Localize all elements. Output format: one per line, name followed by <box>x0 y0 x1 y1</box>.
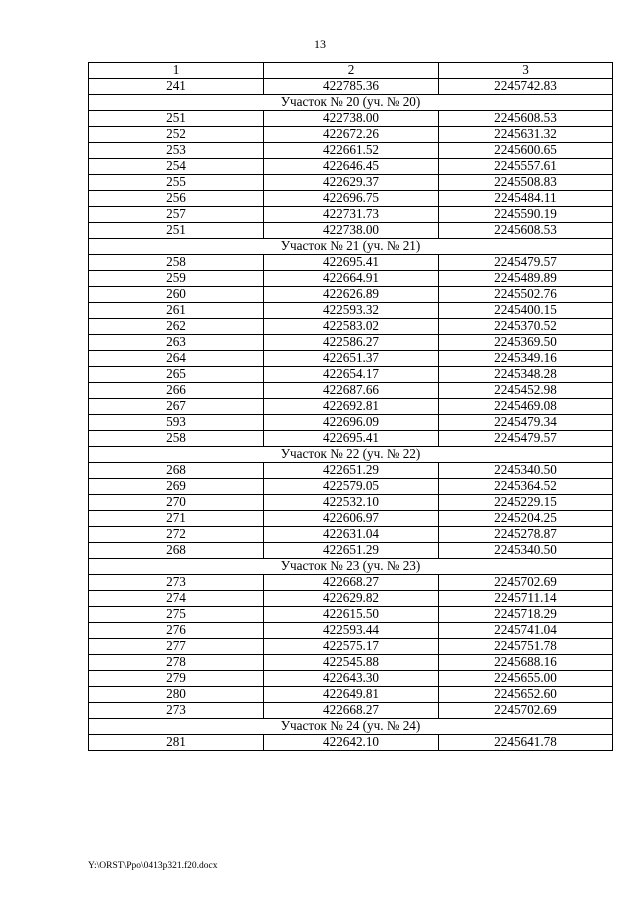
x-coordinate-cell: 422579.05 <box>264 479 439 495</box>
table-row <box>89 639 613 655</box>
point-number-cell: 273 <box>89 703 264 719</box>
point-number-cell: 253 <box>89 143 264 159</box>
table-row <box>89 575 613 591</box>
table-row <box>89 79 613 95</box>
section-header-row <box>89 719 613 735</box>
x-coordinate-cell: 422738.00 <box>264 223 439 239</box>
x-coordinate-cell: 422672.26 <box>264 127 439 143</box>
point-number-cell: 254 <box>89 159 264 175</box>
table-row <box>89 207 613 223</box>
table-row <box>89 591 613 607</box>
table-row <box>89 319 613 335</box>
table-row <box>89 431 613 447</box>
x-coordinate-cell: 422696.75 <box>264 191 439 207</box>
table-row <box>89 335 613 351</box>
header-cell-y: 3 <box>439 63 613 79</box>
y-coordinate-cell: 2245204.25 <box>439 511 613 527</box>
table-row <box>89 543 613 559</box>
table-row <box>89 111 613 127</box>
point-number-cell: 259 <box>89 271 264 287</box>
x-coordinate-cell: 422651.29 <box>264 543 439 559</box>
x-coordinate-cell: 422687.66 <box>264 383 439 399</box>
point-number-cell: 256 <box>89 191 264 207</box>
file-path-footer: Y:\ORST\Ppo\0413p321.f20.docx <box>88 861 218 871</box>
x-coordinate-cell: 422696.09 <box>264 415 439 431</box>
x-coordinate-cell: 422593.44 <box>264 623 439 639</box>
point-number-cell: 278 <box>89 655 264 671</box>
x-coordinate-cell: 422631.04 <box>264 527 439 543</box>
table-row <box>89 255 613 271</box>
table-row <box>89 655 613 671</box>
table-row <box>89 623 613 639</box>
x-coordinate-cell: 422695.41 <box>264 255 439 271</box>
table-row <box>89 223 613 239</box>
y-coordinate-cell: 2245508.83 <box>439 175 613 191</box>
y-coordinate-cell: 2245369.50 <box>439 335 613 351</box>
point-number-cell: 280 <box>89 687 264 703</box>
table-row <box>89 671 613 687</box>
x-coordinate-cell: 422615.50 <box>264 607 439 623</box>
x-coordinate-cell: 422626.89 <box>264 287 439 303</box>
table-row <box>89 271 613 287</box>
point-number-cell: 277 <box>89 639 264 655</box>
table-body <box>89 79 613 751</box>
point-number-cell: 257 <box>89 207 264 223</box>
point-number-cell: 258 <box>89 255 264 271</box>
table-row <box>89 143 613 159</box>
point-number-cell: 593 <box>89 415 264 431</box>
point-number-cell: 272 <box>89 527 264 543</box>
y-coordinate-cell: 2245452.98 <box>439 383 613 399</box>
point-number-cell: 251 <box>89 111 264 127</box>
point-number-cell: 261 <box>89 303 264 319</box>
point-number-cell: 260 <box>89 287 264 303</box>
y-coordinate-cell: 2245590.19 <box>439 207 613 223</box>
point-number-cell: 271 <box>89 511 264 527</box>
x-coordinate-cell: 422785.36 <box>264 79 439 95</box>
x-coordinate-cell: 422692.81 <box>264 399 439 415</box>
x-coordinate-cell: 422738.00 <box>264 111 439 127</box>
y-coordinate-cell: 2245278.87 <box>439 527 613 543</box>
table-row <box>89 383 613 399</box>
coordinates-table <box>88 62 613 751</box>
y-coordinate-cell: 2245349.16 <box>439 351 613 367</box>
y-coordinate-cell: 2245340.50 <box>439 463 613 479</box>
y-coordinate-cell: 2245370.52 <box>439 319 613 335</box>
x-coordinate-cell: 422532.10 <box>264 495 439 511</box>
y-coordinate-cell: 2245608.53 <box>439 111 613 127</box>
section-header-row <box>89 239 613 255</box>
point-number-cell: 252 <box>89 127 264 143</box>
point-number-cell: 281 <box>89 735 264 751</box>
table-row <box>89 479 613 495</box>
y-coordinate-cell: 2245479.57 <box>439 255 613 271</box>
y-coordinate-cell: 2245364.52 <box>439 479 613 495</box>
point-number-cell: 270 <box>89 495 264 511</box>
y-coordinate-cell: 2245742.83 <box>439 79 613 95</box>
point-number-cell: 264 <box>89 351 264 367</box>
point-number-cell: 267 <box>89 399 264 415</box>
table-row <box>89 687 613 703</box>
x-coordinate-cell: 422661.52 <box>264 143 439 159</box>
y-coordinate-cell: 2245502.76 <box>439 287 613 303</box>
table-row <box>89 735 613 751</box>
point-number-cell: 251 <box>89 223 264 239</box>
y-coordinate-cell: 2245741.04 <box>439 623 613 639</box>
x-coordinate-cell: 422651.29 <box>264 463 439 479</box>
x-coordinate-cell: 422695.41 <box>264 431 439 447</box>
point-number-cell: 263 <box>89 335 264 351</box>
table-row <box>89 607 613 623</box>
section-label: Участок № 21 (уч. № 21) <box>89 239 613 255</box>
point-number-cell: 279 <box>89 671 264 687</box>
y-coordinate-cell: 2245711.14 <box>439 591 613 607</box>
y-coordinate-cell: 2245688.16 <box>439 655 613 671</box>
x-coordinate-cell: 422586.27 <box>264 335 439 351</box>
y-coordinate-cell: 2245608.53 <box>439 223 613 239</box>
point-number-cell: 269 <box>89 479 264 495</box>
point-number-cell: 266 <box>89 383 264 399</box>
table-row <box>89 463 613 479</box>
table-row <box>89 303 613 319</box>
table-row <box>89 367 613 383</box>
table-row <box>89 175 613 191</box>
x-coordinate-cell: 422646.45 <box>264 159 439 175</box>
table-row <box>89 415 613 431</box>
section-label: Участок № 20 (уч. № 20) <box>89 95 613 111</box>
x-coordinate-cell: 422643.30 <box>264 671 439 687</box>
y-coordinate-cell: 2245348.28 <box>439 367 613 383</box>
y-coordinate-cell: 2245631.32 <box>439 127 613 143</box>
x-coordinate-cell: 422629.82 <box>264 591 439 607</box>
x-coordinate-cell: 422575.17 <box>264 639 439 655</box>
table-row <box>89 287 613 303</box>
point-number-cell: 275 <box>89 607 264 623</box>
section-label: Участок № 23 (уч. № 23) <box>89 559 613 575</box>
section-label: Участок № 22 (уч. № 22) <box>89 447 613 463</box>
x-coordinate-cell: 422545.88 <box>264 655 439 671</box>
y-coordinate-cell: 2245718.29 <box>439 607 613 623</box>
table-header-row <box>89 63 613 79</box>
y-coordinate-cell: 2245751.78 <box>439 639 613 655</box>
y-coordinate-cell: 2245479.34 <box>439 415 613 431</box>
table-row <box>89 495 613 511</box>
y-coordinate-cell: 2245557.61 <box>439 159 613 175</box>
x-coordinate-cell: 422664.91 <box>264 271 439 287</box>
y-coordinate-cell: 2245641.78 <box>439 735 613 751</box>
section-header-row <box>89 559 613 575</box>
x-coordinate-cell: 422606.97 <box>264 511 439 527</box>
point-number-cell: 258 <box>89 431 264 447</box>
y-coordinate-cell: 2245340.50 <box>439 543 613 559</box>
table-row <box>89 127 613 143</box>
point-number-cell: 276 <box>89 623 264 639</box>
x-coordinate-cell: 422668.27 <box>264 703 439 719</box>
section-header-row <box>89 95 613 111</box>
x-coordinate-cell: 422583.02 <box>264 319 439 335</box>
y-coordinate-cell: 2245400.15 <box>439 303 613 319</box>
y-coordinate-cell: 2245702.69 <box>439 703 613 719</box>
y-coordinate-cell: 2245469.08 <box>439 399 613 415</box>
section-label: Участок № 24 (уч. № 24) <box>89 719 613 735</box>
point-number-cell: 273 <box>89 575 264 591</box>
y-coordinate-cell: 2245652.60 <box>439 687 613 703</box>
y-coordinate-cell: 2245655.00 <box>439 671 613 687</box>
point-number-cell: 268 <box>89 463 264 479</box>
table-row <box>89 191 613 207</box>
point-number-cell: 241 <box>89 79 264 95</box>
x-coordinate-cell: 422649.81 <box>264 687 439 703</box>
table-row <box>89 351 613 367</box>
point-number-cell: 274 <box>89 591 264 607</box>
x-coordinate-cell: 422654.17 <box>264 367 439 383</box>
point-number-cell: 255 <box>89 175 264 191</box>
table-row <box>89 527 613 543</box>
y-coordinate-cell: 2245479.57 <box>439 431 613 447</box>
point-number-cell: 262 <box>89 319 264 335</box>
y-coordinate-cell: 2245600.65 <box>439 143 613 159</box>
section-header-row <box>89 447 613 463</box>
y-coordinate-cell: 2245229.15 <box>439 495 613 511</box>
x-coordinate-cell: 422642.10 <box>264 735 439 751</box>
point-number-cell: 268 <box>89 543 264 559</box>
x-coordinate-cell: 422651.37 <box>264 351 439 367</box>
table-row <box>89 511 613 527</box>
page-number: 13 <box>314 37 326 51</box>
y-coordinate-cell: 2245484.11 <box>439 191 613 207</box>
table-row <box>89 399 613 415</box>
header-cell-x: 2 <box>264 63 439 79</box>
table-row <box>89 703 613 719</box>
point-number-cell: 265 <box>89 367 264 383</box>
y-coordinate-cell: 2245489.89 <box>439 271 613 287</box>
x-coordinate-cell: 422593.32 <box>264 303 439 319</box>
y-coordinate-cell: 2245702.69 <box>439 575 613 591</box>
x-coordinate-cell: 422731.73 <box>264 207 439 223</box>
table-row <box>89 159 613 175</box>
x-coordinate-cell: 422668.27 <box>264 575 439 591</box>
header-cell-point: 1 <box>89 63 264 79</box>
x-coordinate-cell: 422629.37 <box>264 175 439 191</box>
